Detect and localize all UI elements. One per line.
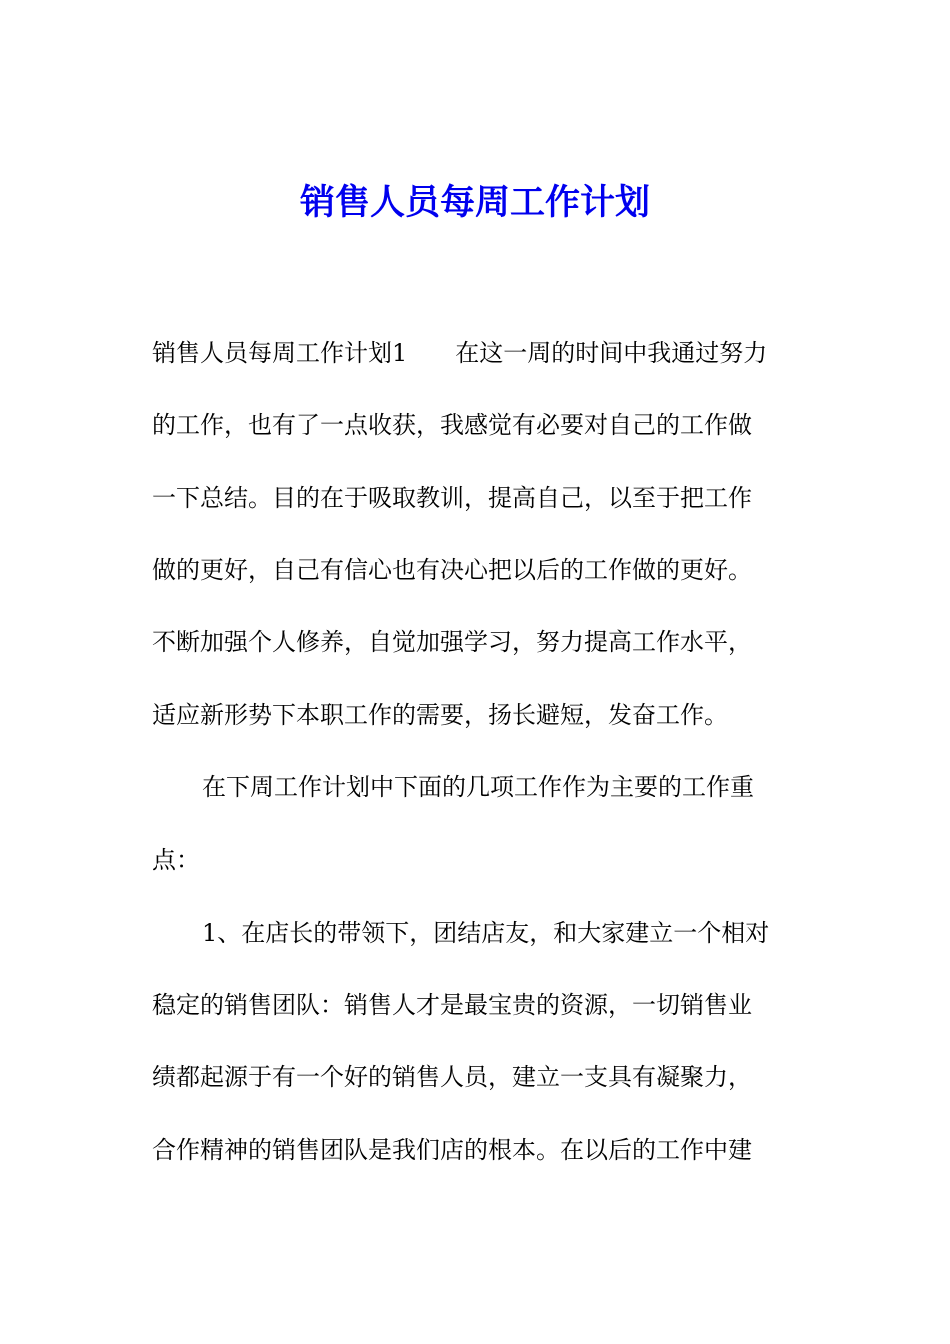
paragraph-line: 一下总结。目的在于吸取教训，提高自己，以至于把工作 [152, 484, 752, 512]
paragraph-line: 点： [152, 846, 200, 874]
paragraph-line: 销售人员每周工作计划1 在这一周的时间中我通过努力 [152, 339, 768, 367]
list-item-line: 1、在店长的带领下，团结店友，和大家建立一个相对 [202, 919, 770, 947]
paragraph-line: 适应新形势下本职工作的需要，扬长避短，发奋工作。 [152, 701, 728, 729]
paragraph-line: 在下周工作计划中下面的几项工作作为主要的工作重 [202, 773, 754, 801]
paragraph-line: 不断加强个人修养，自觉加强学习，努力提高工作水平， [152, 628, 752, 656]
paragraph-line: 稳定的销售团队：销售人才是最宝贵的资源，一切销售业 [152, 991, 752, 1019]
paragraph-line: 的工作，也有了一点收获，我感觉有必要对自己的工作做 [152, 411, 752, 439]
document-title: 销售人员每周工作计划 [299, 182, 650, 223]
paragraph-line: 做的更好，自己有信心也有决心把以后的工作做的更好。 [152, 556, 752, 584]
paragraph-line: 绩都起源于有一个好的销售人员，建立一支具有凝聚力， [152, 1063, 752, 1091]
paragraph-line: 合作精神的销售团队是我们店的根本。在以后的工作中建 [152, 1136, 752, 1164]
